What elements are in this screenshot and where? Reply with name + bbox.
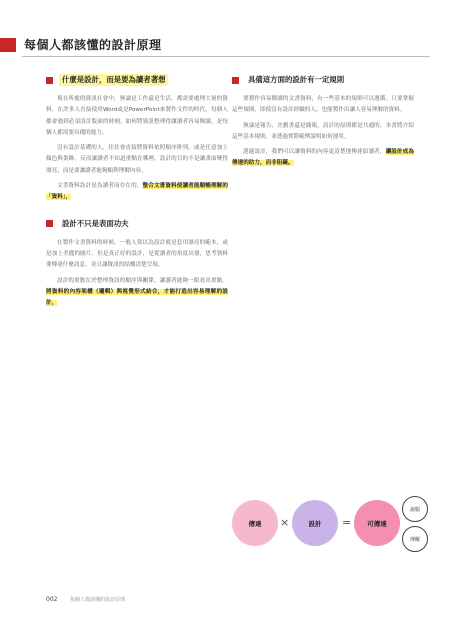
highlighted-text: 將資料的內容架構（邏輯）與視覺形式結合，才能打造出容易理解的設計，	[46, 288, 228, 307]
multiply-icon: ×	[280, 516, 290, 529]
body-paragraph	[46, 276, 228, 310]
header-accent-bar	[0, 38, 16, 52]
diagram-circle: 可傳達	[354, 500, 400, 546]
body-paragraph: 要製作容易閱讀的文書資料，有一些基本的規則可以遵循。只要掌握這些規則，即使沒有設計經驗的人，也能製作出讓人容易理解的資料。	[232, 96, 414, 114]
diagram-circle: 設計	[292, 500, 338, 546]
diagram-circle: 傳達	[232, 500, 278, 546]
diagram-side-group	[402, 488, 428, 558]
header-divider	[22, 56, 430, 57]
body-paragraph: 在製作文書資料的時候，一般人常以為設計就是套用漂亮的範本，或是加上美麗的圖片。但是真正好的設計，是從讀者的角度出發，思考資料要傳達什麼訊息，並且讓資訊的結構清楚呈現。	[46, 239, 228, 269]
equals-icon: =	[342, 516, 352, 529]
square-bullet-icon	[46, 77, 53, 84]
body-text: 設計的重點在於整理資訊的順序與關係，讓讀者能夠一眼看出重點。	[57, 277, 228, 284]
page-number: 002	[46, 596, 58, 603]
body-paragraph	[232, 147, 414, 170]
section-title: 具備這方面的設計有一定規則	[248, 75, 345, 84]
square-bullet-icon	[46, 220, 53, 227]
section-title: 什麼是設計，而是要為讀者著想	[59, 74, 168, 86]
highlighted-text: 整合文書資料使讀者能順暢理解的「資料」，	[46, 183, 228, 201]
diagram-small-circle: 理解	[402, 526, 428, 552]
body-paragraph: 無論是報告、企劃書還是簡報，設計的原則都是共通的。本書將介紹這些基本規則，並透過實際範例說明如何運用。	[232, 122, 414, 140]
body-paragraph: 現在所處的資訊社會中，無論是工作還是生活，都需要處理大量的資料。在許多人直接使用Word或是PowerPoint來製作文件的時代，每個人都會遇到必須設計版面的時刻。如何將資訊整理得讓讀者容易閱讀，是每個人都需要具備的能力。	[46, 96, 228, 136]
footer-text: 每個人都該懂的設計原理	[70, 597, 126, 603]
highlighted-text: 讓設計成為傳達的助力，而非阻礙。	[232, 149, 414, 167]
section-heading	[46, 74, 228, 86]
body-text: 透過設計，我們可以讓資料的內容更清楚地傳達給讀者，	[243, 149, 386, 156]
page-title: 每個人都該懂的設計原理	[24, 38, 162, 52]
left-column	[46, 70, 228, 313]
section-heading	[232, 74, 414, 86]
section-title: 設計不只是表面功夫	[62, 218, 129, 228]
section-heading	[46, 218, 228, 230]
right-column	[232, 70, 414, 174]
body-paragraph	[46, 181, 228, 204]
diagram-small-circle: 說服	[402, 496, 428, 522]
body-paragraph: 沒有設計基礎的人，往往會直接將資料依照順序排列，或是任意加上顏色與裝飾，反而讓讀者不知道重點在哪裡。設計的目的不是讓畫面變得漂亮，而是要讓讀者能夠順利理解內容。	[46, 145, 228, 174]
body-text: 文書資料設計是為讀者而存在的，	[57, 183, 143, 190]
concept-diagram	[232, 488, 430, 558]
square-bullet-icon	[232, 77, 239, 84]
